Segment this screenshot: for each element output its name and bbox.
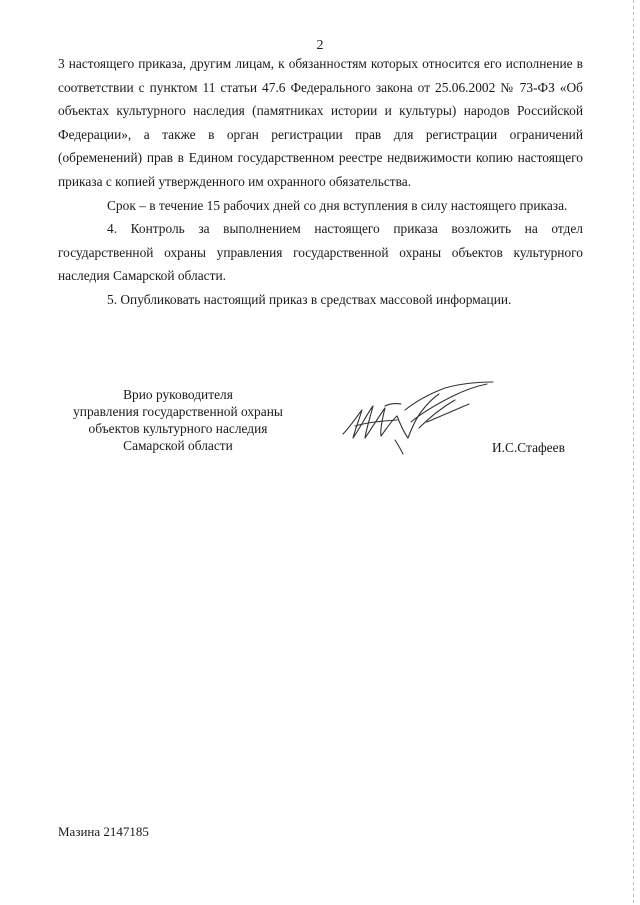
signatory-position (58, 386, 298, 454)
signatory-position-line: управления государственной охраны (73, 404, 283, 419)
executor-note: Мазина 2147185 (58, 824, 149, 839)
paragraph-item-4: 4. Контроль за выполнением настоящего приказа возложить на отдел государственной охраны управления государственной охраны объектов культурного наследия Самарской области. (58, 221, 583, 284)
handwritten-signature (335, 376, 505, 456)
scan-edge-line (633, 0, 634, 905)
page-number: 2 (316, 38, 324, 53)
signer-name: И.С.Стафеев (492, 440, 565, 455)
document-body (58, 52, 583, 312)
signatory-position-line: Врио руководителя (123, 387, 233, 402)
paragraph-continuation: 3 настоящего приказа, другим лицам, к обязанностям которых относится его исполнение в соответствии с пунктом 11 статьи 47.6 Федерального закона от 25.06.2002 № 73-ФЗ «Об объектах культурного наследия (памятниках истории и культуры) народов Российской Федерации», а также в орган регистрации прав для регистрации ограничений (обременений) прав в Едином государственном реестре недвижимости копию настоящего приказа с копией утвержденного им охранного обязательства. (58, 56, 583, 189)
paragraph-deadline: Срок – в течение 15 рабочих дней со дня вступления в силу настоящего приказа. (107, 197, 568, 213)
signatory-position-line: Самарской области (123, 438, 233, 453)
paragraph-item-5: 5. Опубликовать настоящий приказ в средствах массовой информации. (107, 291, 512, 307)
signatory-position-line: объектов культурного наследия (88, 421, 268, 436)
